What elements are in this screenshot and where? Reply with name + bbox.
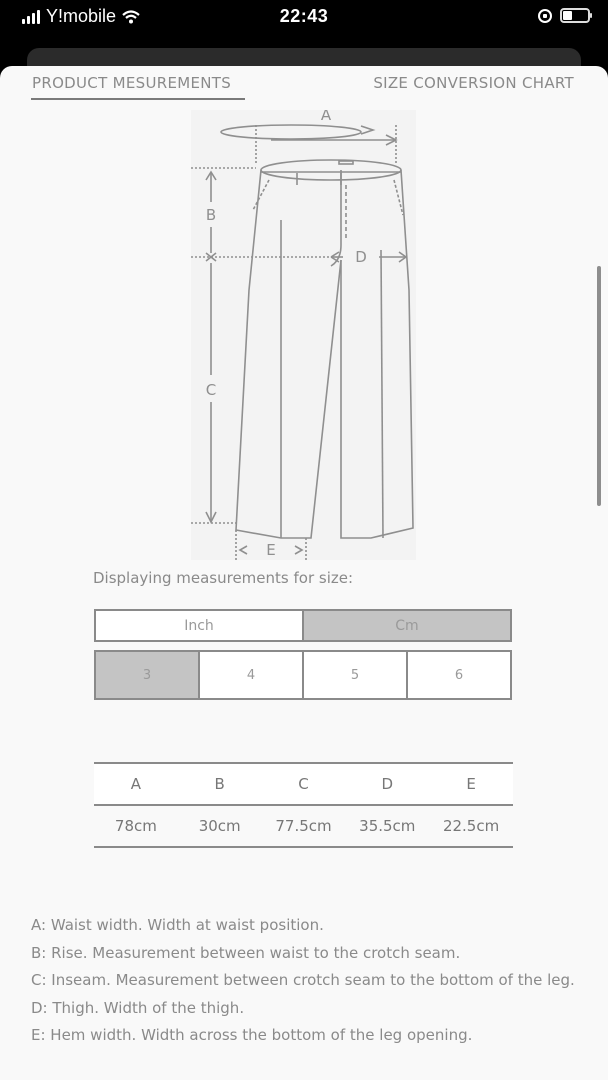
measurement-notes (31, 912, 576, 1050)
display-size-label: Displaying measurements for size: (93, 569, 354, 587)
note-e: E: Hem width. Width across the bottom of the leg opening. (31, 1026, 473, 1044)
status-bar (0, 0, 608, 40)
note-d: D: Thigh. Width of the thigh. (31, 998, 245, 1017)
unit-inch-button[interactable]: Inch (96, 611, 302, 640)
tab-product-measurements[interactable]: PRODUCT MESUREMENTS (32, 74, 232, 92)
note-c: C: Inseam. Measurement between crotch seam to the bottom of the leg. (31, 971, 575, 989)
table-divider (94, 846, 513, 848)
active-tab-indicator (31, 98, 245, 100)
note-b: B: Rise. Measurement between waist to the crotch seam. (31, 943, 461, 962)
header-d: D (381, 775, 394, 793)
measurements-sheet (0, 66, 608, 1080)
value-e: 22.5cm (442, 817, 500, 835)
label-a: A (320, 110, 332, 124)
clock: 22:43 (279, 6, 329, 26)
header-a: A (130, 775, 142, 793)
table-header-row (94, 764, 513, 804)
rotation-lock-icon (538, 9, 552, 23)
measurements-table (94, 762, 513, 848)
unit-toggle (94, 609, 512, 642)
size-3-button[interactable]: 3 (96, 652, 198, 698)
value-b: 30cm (198, 817, 241, 835)
pants-diagram (191, 110, 416, 560)
note-a: A: Waist width. Width at waist position. (31, 916, 324, 934)
size-6-button[interactable]: 6 (406, 652, 510, 698)
value-a: 78cm (114, 817, 157, 835)
size-5-button[interactable]: 5 (302, 652, 406, 698)
unit-cm-button[interactable]: Cm (302, 611, 510, 640)
battery-icon (560, 8, 590, 23)
carrier-name: Y!mobile (46, 6, 117, 26)
tab-size-conversion-chart[interactable]: SIZE CONVERSION CHART (373, 74, 574, 92)
label-c: C (205, 381, 217, 399)
table-row (94, 806, 513, 846)
scrollbar[interactable] (597, 266, 601, 506)
tab-bar (0, 66, 608, 106)
header-c: C (298, 775, 309, 793)
size-4-button[interactable]: 4 (198, 652, 302, 698)
label-e: E (266, 541, 276, 559)
pants-illustration (191, 110, 416, 560)
header-b: B (214, 775, 225, 793)
label-b: B (205, 206, 217, 224)
label-d: D (355, 248, 367, 266)
value-d: 35.5cm (359, 817, 416, 835)
header-e: E (466, 775, 476, 793)
size-selector (94, 650, 512, 700)
value-c: 77.5cm (275, 817, 332, 835)
